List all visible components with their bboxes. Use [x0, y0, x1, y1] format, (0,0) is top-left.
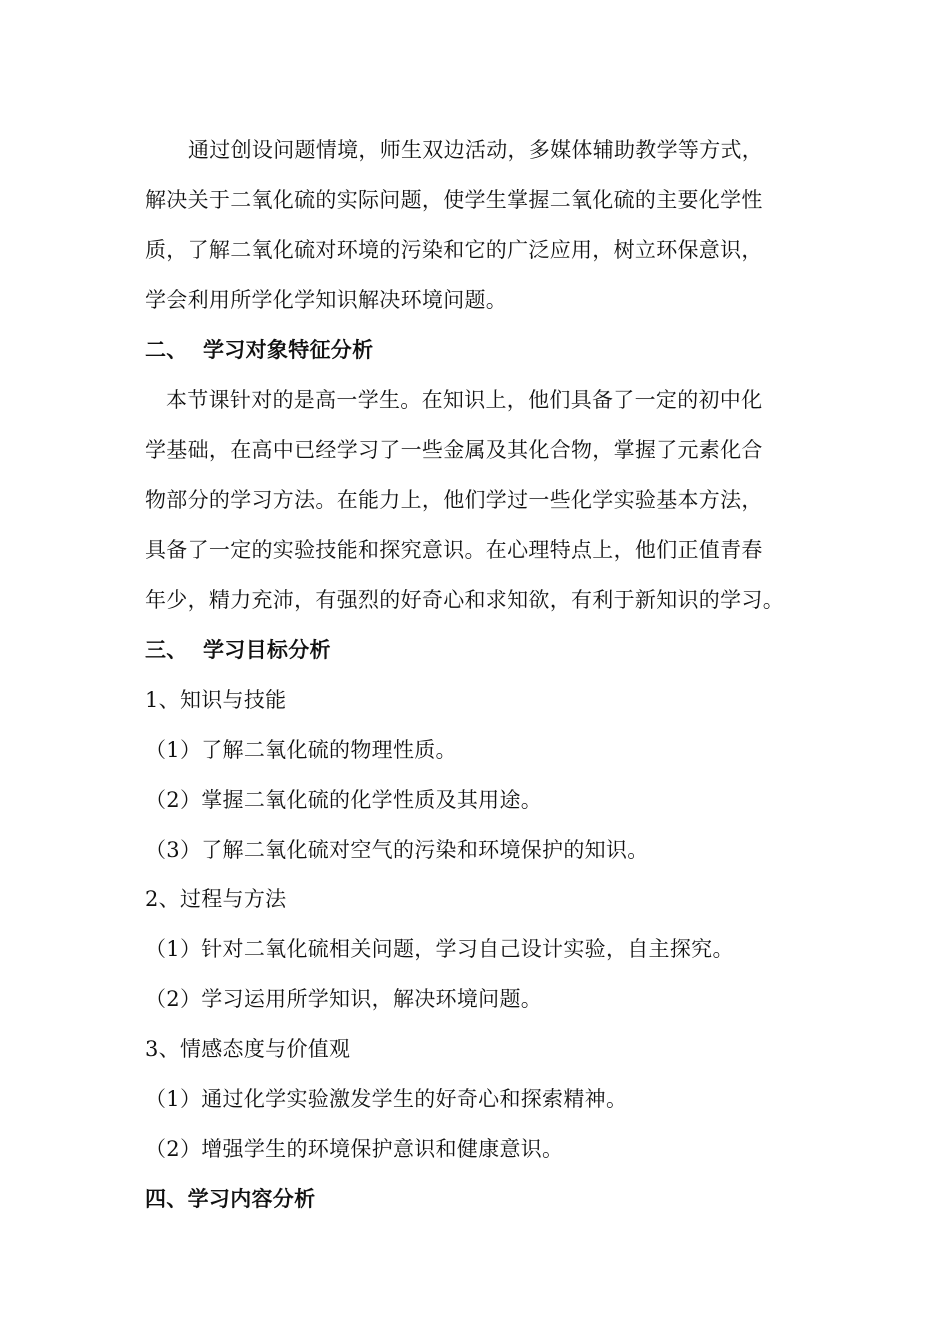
- subsection-1-item-1: （1）了解二氧化硫的物理性质。: [145, 738, 457, 762]
- subsection-2-item-2: （2）学习运用所学知识，解决环境问题。: [145, 987, 543, 1011]
- subsection-1-title: 1、知识与技能: [145, 688, 287, 712]
- intro-line-4: 学会利用所学化学知识解决环境问题。: [145, 288, 508, 312]
- subsection-2-title: 2、过程与方法: [145, 887, 287, 911]
- subsection-3-item-2: （2）增强学生的环境保护意识和健康意识。: [145, 1137, 564, 1161]
- subsection-3-title: 3、情感态度与价值观: [145, 1037, 351, 1061]
- section-3-title: 学习目标分析: [203, 638, 331, 662]
- section-3-heading: [145, 635, 331, 665]
- section-2-line-3: 物部分的学习方法。在能力上，他们学过一些化学实验基本方法，: [145, 488, 763, 512]
- intro-line-3: 质，了解二氧化硫对环境的污染和它的广泛应用，树立环保意识，: [145, 238, 763, 262]
- section-2-number: 二、: [145, 338, 188, 362]
- subsection-2-item-1: （1）针对二氧化硫相关问题，学习自己设计实验，自主探究。: [145, 937, 734, 961]
- section-2-heading: [145, 335, 373, 365]
- section-4-heading: 四、学习内容分析: [145, 1187, 316, 1211]
- subsection-3-item-1: （1）通过化学实验激发学生的好奇心和探索精神。: [145, 1087, 628, 1111]
- subsection-1-item-3: （3）了解二氧化硫对空气的污染和环境保护的知识。: [145, 838, 649, 862]
- intro-line-1: 通过创设问题情境，师生双边活动，多媒体辅助教学等方式，: [188, 138, 764, 162]
- section-2-line-5: 年少，精力充沛，有强烈的好奇心和求知欲，有利于新知识的学习。: [145, 588, 784, 612]
- section-2-title: 学习对象特征分析: [203, 338, 374, 362]
- section-2-line-1: 本节课针对的是高一学生。在知识上，他们具备了一定的初中化: [166, 388, 763, 412]
- intro-line-2: 解决关于二氧化硫的实际问题，使学生掌握二氧化硫的主要化学性: [145, 188, 763, 212]
- section-3-number: 三、: [145, 638, 188, 662]
- section-2-line-2: 学基础，在高中已经学习了一些金属及其化合物，掌握了元素化合: [145, 438, 763, 462]
- subsection-1-item-2: （2）掌握二氧化硫的化学性质及其用途。: [145, 788, 543, 812]
- section-2-line-4: 具备了一定的实验技能和探究意识。在心理特点上，他们正值青春: [145, 538, 763, 562]
